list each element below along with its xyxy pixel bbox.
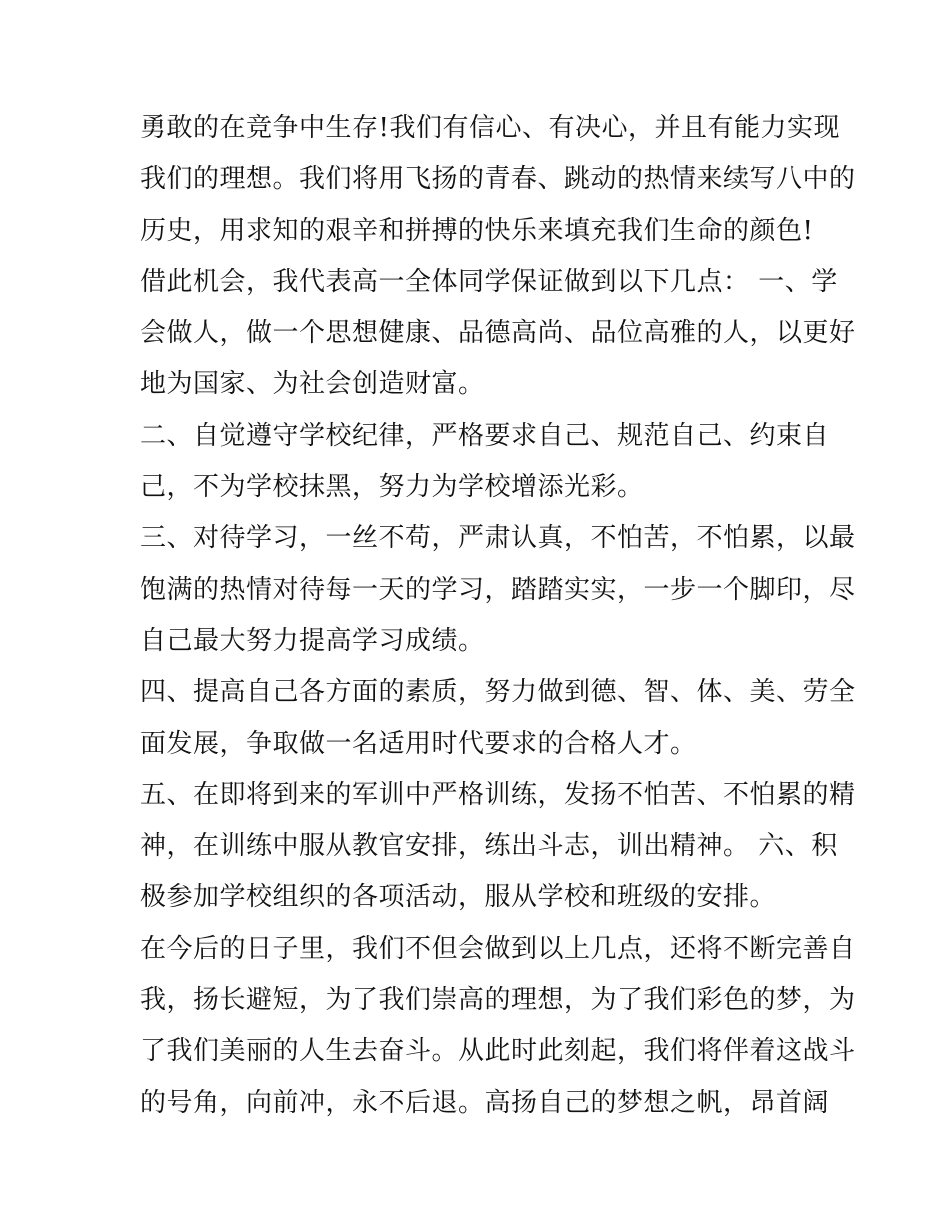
text-line: 的号角，向前冲，永不后退。高扬自己的梦想之帆，昂首阔 <box>140 1087 830 1118</box>
text-line: 地为国家、为社会创造财富。 <box>140 369 485 400</box>
text-line: 我，扬长避短，为了我们崇高的理想，为了我们彩色的梦，为 <box>140 985 856 1016</box>
text-line: 饱满的热情对待每一天的学习，踏踏实实，一步一个脚印，尽 <box>140 574 856 605</box>
text-line: 己，不为学校抹黑，努力为学校增添光彩。 <box>140 472 644 503</box>
document-body <box>140 103 856 1129</box>
text-line: 我们的理想。我们将用飞扬的青春、跳动的热情来续写八中的 <box>140 164 856 195</box>
text-line: 面发展，争取做一名适用时代要求的合格人才。 <box>140 728 697 759</box>
text-line: 神，在训练中服从教官安排，练出斗志，训出精神。 六、积 <box>140 831 838 862</box>
text-line: 四、提高自己各方面的素质，努力做到德、智、体、美、劳全 <box>140 677 856 708</box>
text-line: 三、对待学习，一丝不苟，严肃认真，不怕苦，不怕累，以最 <box>140 523 856 554</box>
text-line: 五、在即将到来的军训中严格训练，发扬不怕苦、不怕累的精 <box>140 779 856 810</box>
text-line: 了我们美丽的人生去奋斗。从此时此刻起，我们将伴着这战斗 <box>140 1036 856 1067</box>
text-line: 借此机会，我代表高一全体同学保证做到以下几点： 一、学 <box>140 266 838 297</box>
text-line: 历史，用求知的艰辛和拼搏的快乐来填充我们生命的颜色! <box>140 215 814 246</box>
text-line: 二、自觉遵守学校纪律，严格要求自己、规范自己、约束自 <box>140 420 830 451</box>
text-line: 极参加学校组织的各项活动，服从学校和班级的安排。 <box>140 882 777 913</box>
text-line: 在今后的日子里，我们不但会做到以上几点，还将不断完善自 <box>140 933 856 964</box>
text-line: 勇敢的在竞争中生存!我们有信心、有决心，并且有能力实现 <box>140 113 840 143</box>
text-line: 自己最大努力提高学习成绩。 <box>140 625 485 656</box>
text-line: 会做人，做一个思想健康、品德高尚、品位高雅的人，以更好 <box>140 318 856 349</box>
